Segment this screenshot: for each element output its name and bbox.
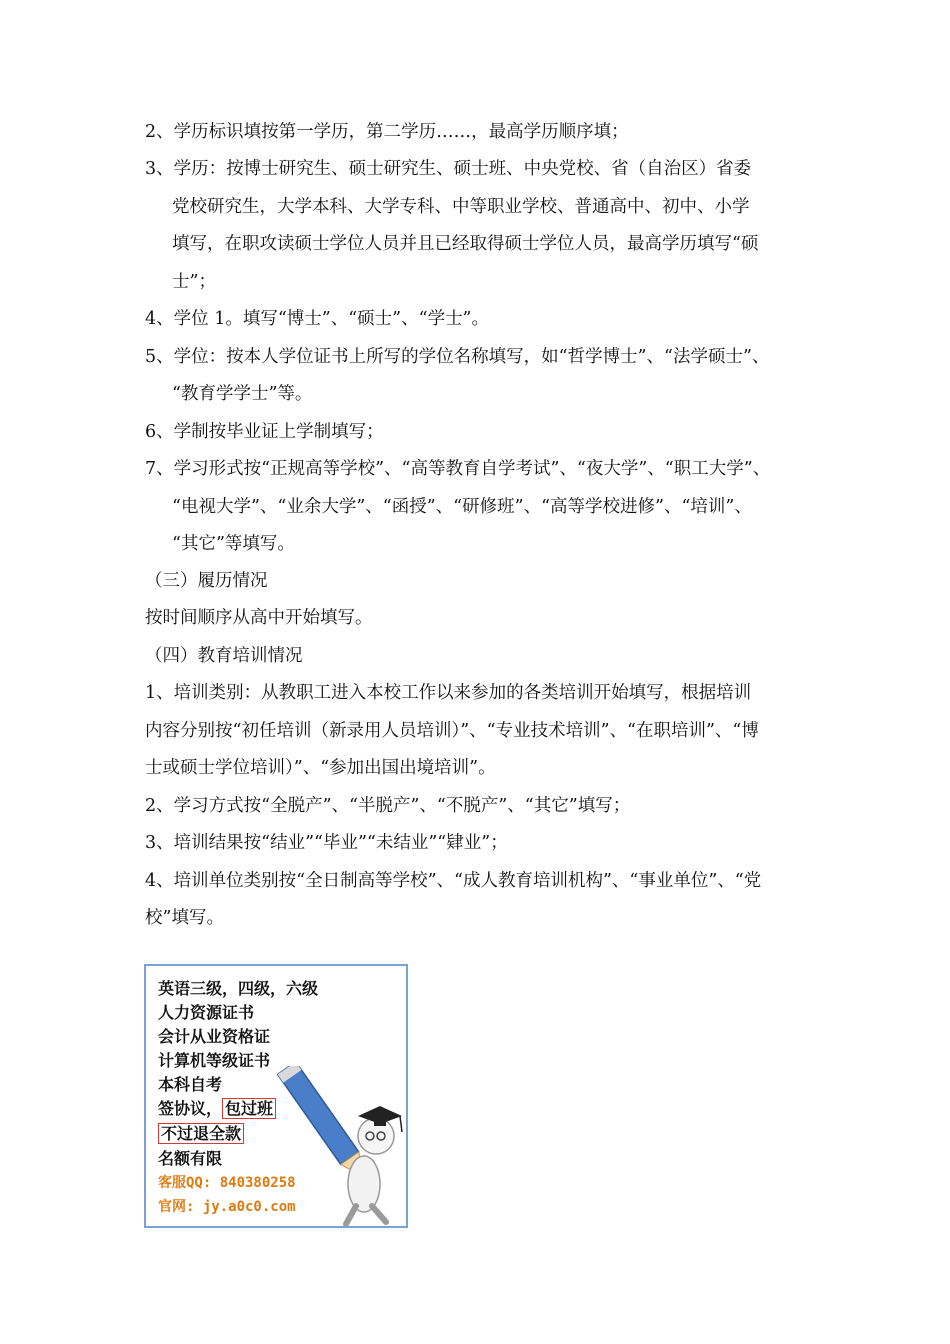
ad-line: 计算机等级证书 xyxy=(158,1051,271,1070)
paragraph-line: 4、学位 1。填写“博士”、“硕士”、“学士”。 xyxy=(145,309,490,329)
ad-line: 人力资源证书 xyxy=(158,1003,255,1022)
paragraph-line: “其它”等填写。 xyxy=(172,534,295,554)
ad-line: 会计从业资格证 xyxy=(158,1027,271,1046)
paragraph-line: 6、学制按毕业证上学制填写； xyxy=(145,422,384,442)
ad-line: 名额有限 xyxy=(158,1149,223,1168)
ad-qq: 客服QQ: 840380258 xyxy=(158,1175,296,1191)
paragraph-line: 4、培训单位类别按“全日制高等学校”、“成人教育培训机构”、“事业单位”、“党 xyxy=(145,871,762,891)
ad-highlight-box: 包过班 xyxy=(222,1098,276,1119)
paragraph-line: 党校研究生，大学本科、大学专科、中等职业学校、普通高中、初中、小学 xyxy=(172,197,750,217)
ad-line: 本科自考 xyxy=(158,1075,223,1094)
mascot-pencil-illustration xyxy=(276,1066,408,1226)
ad-line: 英语三级，四级，六级 xyxy=(158,979,319,998)
paragraph-line: “电视大学”、“业余大学”、“函授”、“研修班”、“高等学校进修”、“培训”、 xyxy=(172,497,752,517)
section-heading: （四）教育培训情况 xyxy=(145,646,303,666)
paragraph-line: 内容分别按“初任培训（新录用人员培训）”、“专业技术培训”、“在职培训”、“博 xyxy=(145,721,759,741)
paragraph-line: 2、学习方式按“全脱产”、“半脱产”、“不脱产”、“其它”填写； xyxy=(145,796,631,816)
paragraph-line: 按时间顺序从高中开始填写。 xyxy=(145,608,373,628)
ad-text: 签协议， xyxy=(158,1099,223,1118)
ad-line xyxy=(158,1098,276,1120)
paragraph-line: 3、学历：按博士研究生、硕士研究生、硕士班、中央党校、省（自治区）省委 xyxy=(145,159,752,179)
paragraph-line: 士”； xyxy=(172,272,216,292)
paragraph-line: 填写，在职攻读硕士学位人员并且已经取得硕士学位人员，最高学历填写“硕 xyxy=(172,234,759,254)
paragraph-line: 士或硕士学位培训）”、“参加出国出境培训”。 xyxy=(145,758,496,778)
ad-line xyxy=(158,1123,244,1145)
paragraph-line: 校”填写。 xyxy=(145,908,224,928)
paragraph-line: 7、学习形式按“正规高等学校”、“高等教育自学考试”、“夜大学”、“职工大学”、 xyxy=(145,459,771,479)
paragraph-line: 3、培训结果按“结业”“毕业”“未结业”“肄业”； xyxy=(145,833,508,853)
paragraph-line: 2、学历标识填按第一学历，第二学历……，最高学历顺序填； xyxy=(145,122,629,142)
paragraph-line: 1、培训类别：从教职工进入本校工作以来参加的各类培训开始填写，根据培训 xyxy=(145,683,752,703)
paragraph-line: 5、学位：按本人学位证书上所写的学位名称填写，如“哲学博士”、“法学硕士”、 xyxy=(145,347,770,367)
paragraph-line: “教育学学士”等。 xyxy=(172,384,313,404)
advertisement-banner[interactable] xyxy=(144,964,408,1228)
section-heading: （三）履历情况 xyxy=(145,571,268,591)
ad-website: 官网: jy.a0c0.com xyxy=(158,1199,296,1215)
ad-highlight-box: 不过退全款 xyxy=(158,1123,244,1144)
